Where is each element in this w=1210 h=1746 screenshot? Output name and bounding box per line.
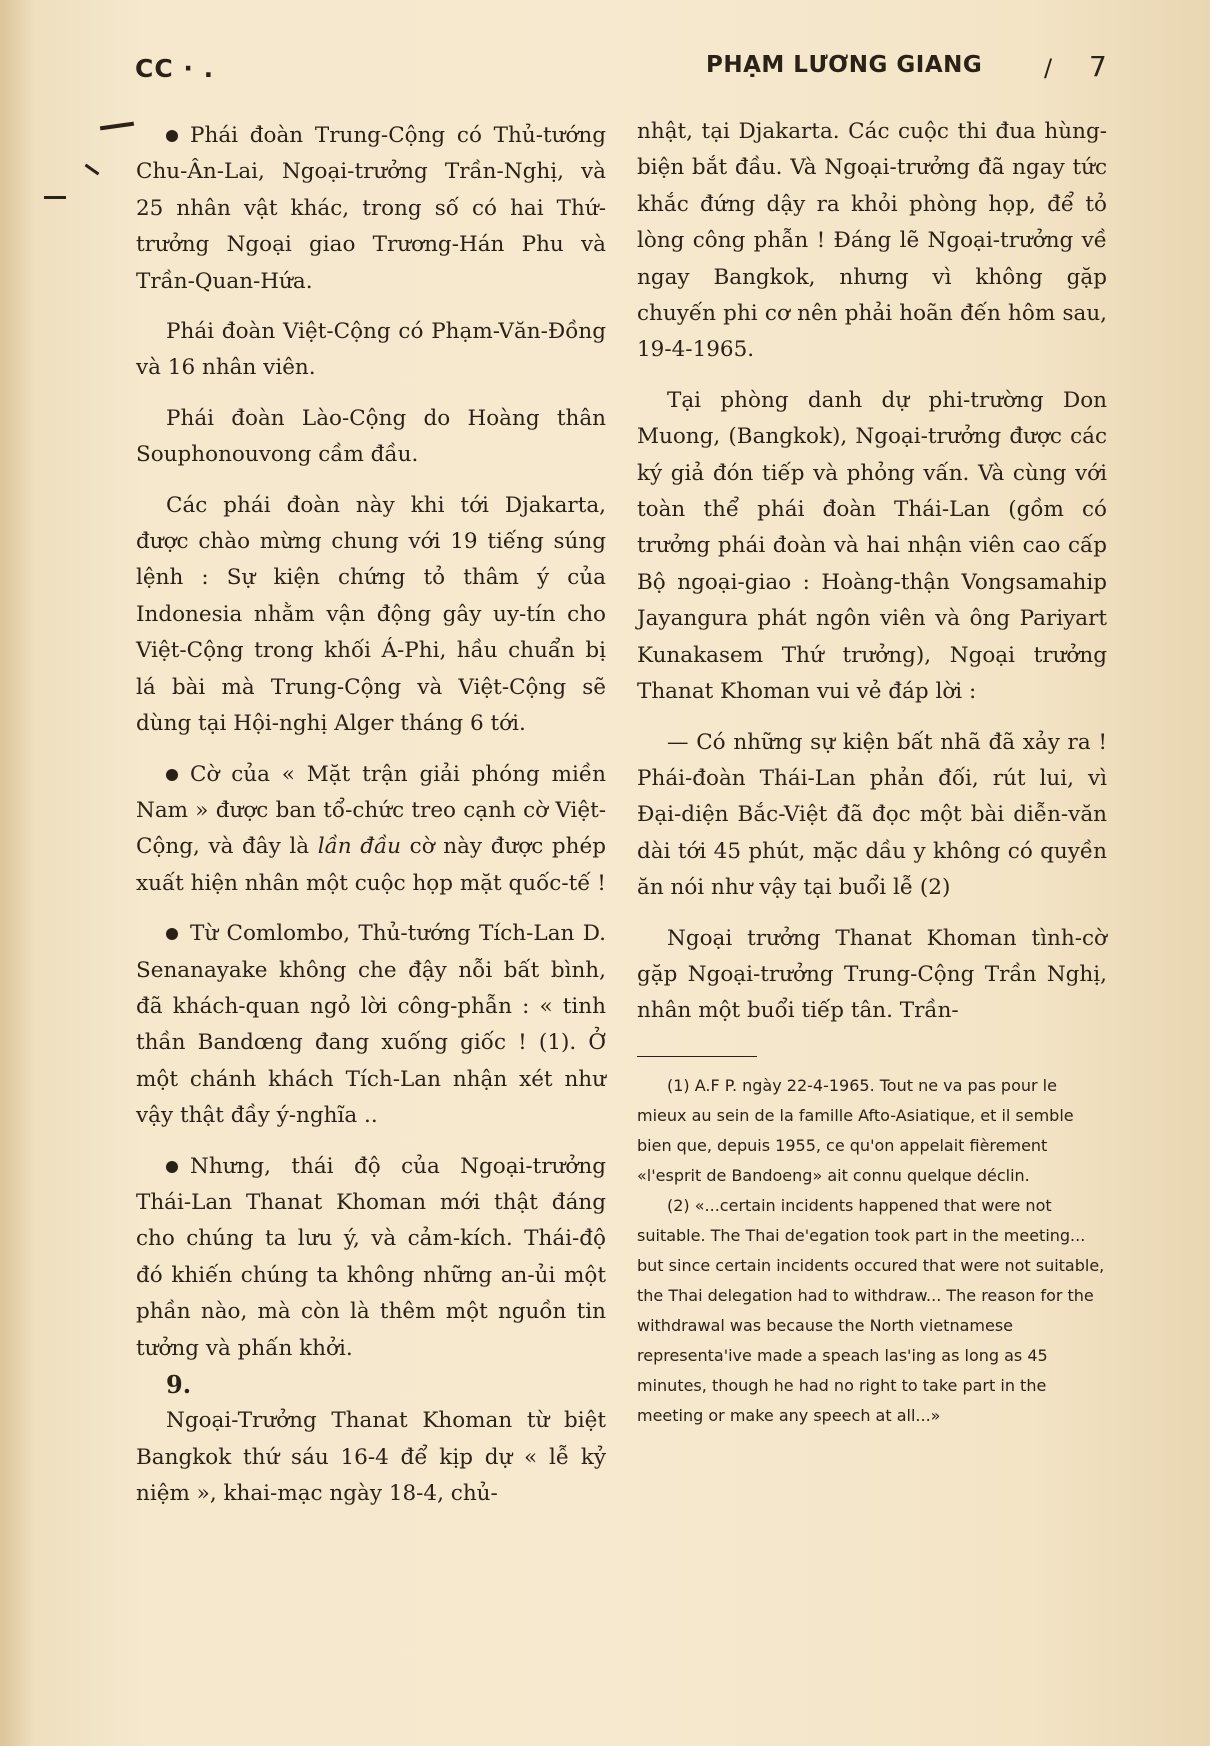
bullet-icon <box>166 769 178 781</box>
paragraph <box>136 1149 606 1367</box>
paragraph: — Có những sự kiện bất nhã đã xảy ra ! Phái-đoàn Thái-Lan phản đối, rút lui, vì Đại-diện Bắc-Việt đã đọc một bài diễn-văn dài tới 45 phút, mặc dầu y không có quyền ăn nói như vậy tại buổi lễ (2) <box>637 729 1107 901</box>
footnote: (2) «...certain incidents happened that were not suitable. The Thai de'egation took part in the meeting... but since certain incidents occured that were not suitable, the Thai delegation had to withdraw... The reason for the withdrawal was because the North vietnamese representa'ive made a speach las'ing as long as 45 minutes, though he had no right to take part in the meeting or make any speech at all...» <box>637 1195 1105 1425</box>
page-number: 7 <box>1089 50 1107 83</box>
bullet-icon <box>166 928 178 940</box>
margin-mark <box>100 122 134 131</box>
bullet-icon <box>166 130 178 142</box>
paragraph: Ngoại trưởng Thanat Khoman tình-cờ gặp Ngoại-trưởng Trung-Cộng Trần Nghị, nhân một buổi tiếp tân. Trần- <box>637 925 1107 1024</box>
paragraph: Ngoại-Trưởng Thanat Khoman từ biệt Bangkok thứ sáu 16-4 để kịp dự « lễ kỷ niệm », khai-mạc ngày 18-4, chủ- <box>136 1408 606 1507</box>
left-column <box>136 118 606 1513</box>
margin-mark <box>44 196 66 199</box>
footnote: (1) A.F P. ngày 22-4-1965. Tout ne va pas pour le mieux au sein de la famille Afto-Asiatique, et il semble bien que, depuis 1955, ce qu'on appelait fièrement «l'esprit de Bandoeng» ait connu quelque déclin. <box>637 1075 1074 1185</box>
paragraph-text: Phái đoàn Trung-Cộng có Thủ-tướng Chu-Ân-Lai, Ngoại-trưởng Trần-Nghị, và 25 nhân vật khác, trong số có hai Thứ-trưởng Ngoại giao Trương-Hán Phu và Trần-Quan-Hứa. <box>136 123 606 294</box>
header-left-text: CC · . <box>135 54 215 83</box>
paragraph-text: Cờ của « Mặt trận giải phóng miền Nam » được ban tổ-chức treo cạnh cờ Việt-Cộng, và đây là <box>136 761 606 860</box>
paragraph-text: Từ Comlombo, Thủ-tướng Tích-Lan D. Senanayake không che đậy nỗi bất bình, đã khách-quan ngỏ lời công-phẫn : « tinh thần Bandœng đang xuống giốc ! (1). Ở một chánh khách Tích-Lan nhận xét như vậy thật đầy ý-nghĩa .. <box>136 921 606 1129</box>
paragraph <box>136 757 606 903</box>
paragraph: nhật, tại Djakarta. Các cuộc thi đua hùng-biện bắt đầu. Và Ngoại-trưởng đã ngay tức khắc đứng dậy ra khỏi phòng họp, để tỏ lòng công phẫn ! Đáng lẽ Ngoại-trưởng về ngay Bangkok, nhưng vì không gặp chuyến phi cơ nên phải hoãn đến hôm sau, 19-4-1965. <box>637 119 1107 363</box>
paragraph: Các phái đoàn này khi tới Djakarta, được chào mừng chung với 19 tiếng súng lệnh : Sự kiện chứng tỏ thâm ý của Indonesia nhằm vận động gây uy-tín cho Việt-Cộng trong khối Á-Phi, hầu chuẩn bị lá bài mà Trung-Cộng và Việt-Cộng sẽ dùng tại Hội-nghị Alger tháng 6 tới. <box>136 492 606 737</box>
right-column <box>637 114 1107 1431</box>
running-head-separator: / <box>1044 54 1053 82</box>
paragraph-text: cờ này được phép xuất hiện nhân một cuộc họp mặt quốc-tế ! <box>136 834 607 896</box>
running-head-title: PHẠM LƯƠNG GIANG <box>706 52 983 78</box>
bullet-icon <box>166 1161 178 1173</box>
paragraph: Phái đoàn Việt-Cộng có Phạm-Văn-Đồng và 16 nhân viên. <box>136 319 606 381</box>
footnote-divider <box>637 1056 757 1057</box>
page-edge-shadow <box>0 0 34 1746</box>
section-number: 9. <box>166 1370 192 1399</box>
paragraph: Phái đoàn Lào-Cộng do Hoàng thân Souphonouvong cầm đầu. <box>136 405 606 468</box>
paragraph-text: Nhưng, thái độ của Ngoại-trưởng Thái-Lan Thanat Khoman mới thật đáng cho chúng ta lưu ý, và cảm-kích. Thái-độ đó khiến chúng ta không những an-ủi một phần nào, mà còn là thêm một nguồn tin tưởng và phấn khởi. <box>136 1153 606 1361</box>
emphasis-text: lần đầu <box>317 834 402 860</box>
margin-mark <box>85 164 100 176</box>
paragraph <box>136 916 606 1134</box>
paragraph: Tại phòng danh dự phi-trường Don Muong, (Bangkok), Ngoại-trưởng được các ký giả đón tiếp và phỏng vấn. Và cùng với toàn thể phái đoàn Thái-Lan (gồm có trưởng phái đoàn và hai nhận viên cao cấp Bộ ngoại-giao : Hoàng-thận Vongsamahip Jayangura phát ngôn viên và ông Pariyart Kunakasem Thứ trưởng), Ngoại trưởng Thanat Khoman vui vẻ đáp lời : <box>637 387 1107 705</box>
paragraph <box>136 118 606 300</box>
